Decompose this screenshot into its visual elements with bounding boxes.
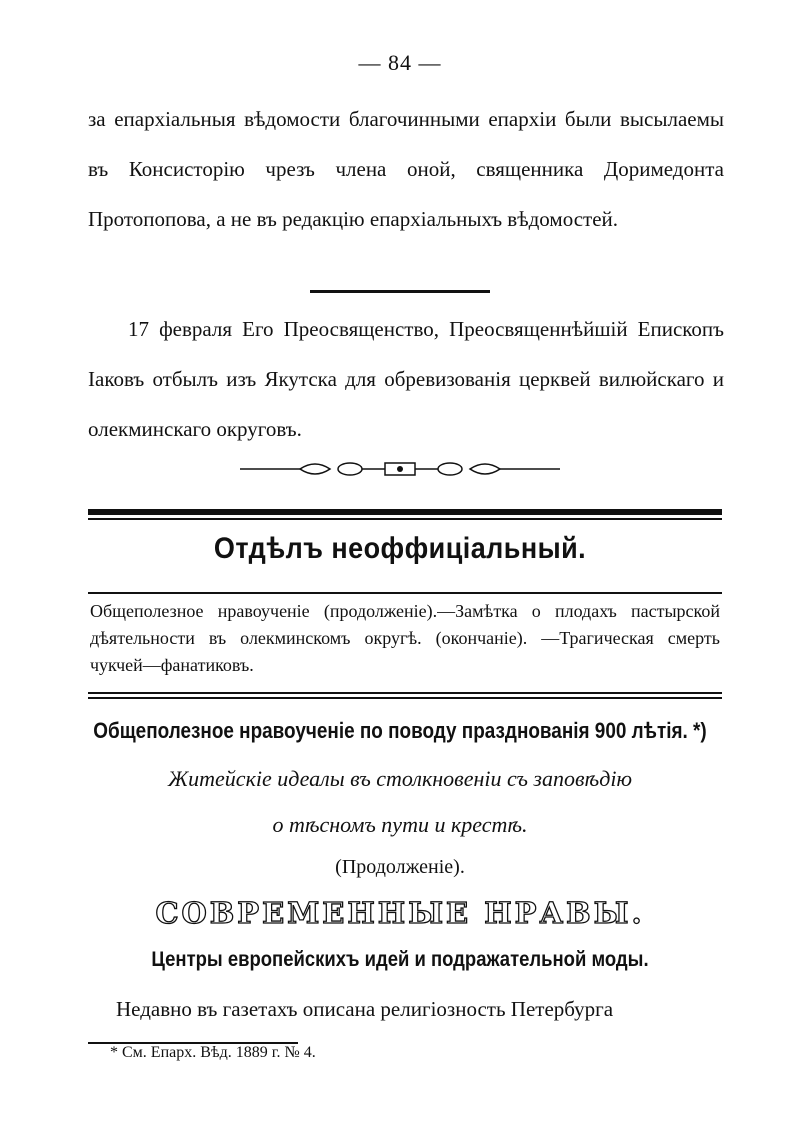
contents-rule-bottom-2 (88, 697, 722, 699)
double-rule-bottom (88, 518, 722, 520)
footnote: * См. Епарх. Вѣд. 1889 г. № 4. (110, 1044, 316, 1061)
continuation-note: (Продолженіе). (335, 856, 465, 878)
double-rule-top (88, 509, 722, 515)
section-title: Отдѣлъ неоффиціальный. (213, 532, 587, 565)
article-title: Общеполезное нравоученіе по поводу празднованія 900 лѣтія. *) (93, 718, 707, 743)
short-divider (310, 290, 490, 293)
article-subtitle-line2: о тѣсномъ пути и крестѣ. (272, 812, 528, 837)
subheading: Центры европейскихъ идей и подражательной моды. (151, 948, 649, 971)
contents-rule-bottom-1 (88, 692, 722, 694)
ornament-divider-icon (240, 455, 560, 483)
paragraph-bishop-departure: 17 февраля Его Преосвященство, Преосвященнѣйшій Епископъ Іаковъ отбылъ изъ Якутска для обревизованія церквей вилюйскаго и олекминскаго округовъ. (88, 317, 724, 441)
outline-heading: СОВРЕМЕННЫЕ НРАВЫ. (155, 896, 645, 930)
paragraph-epar-vedomosti: за епархіальныя вѣдомости благочинными епархіи были высылаемы въ Консисторію чрезъ члена оной, священника Доримедонта Протопопова, а не въ редакцію епархіальныхъ вѣдомостей. (88, 107, 724, 231)
article-subtitle-line1: Житейскіе идеалы въ столкновеніи съ заповѣдію (168, 766, 632, 791)
contents-summary: Общеполезное нравоученіе (продолженіе).—Замѣтка о плодахъ пастырской дѣятельности въ олекминскомъ округѣ. (окончаніе). —Трагическая смерть чукчей—фанатиковъ. (90, 601, 720, 675)
paragraph-petersburg: Недавно въ газетахъ описана религіозность Петербурга (116, 997, 614, 1021)
page-number: — 84 — (358, 50, 442, 75)
contents-rule-top (88, 592, 722, 594)
